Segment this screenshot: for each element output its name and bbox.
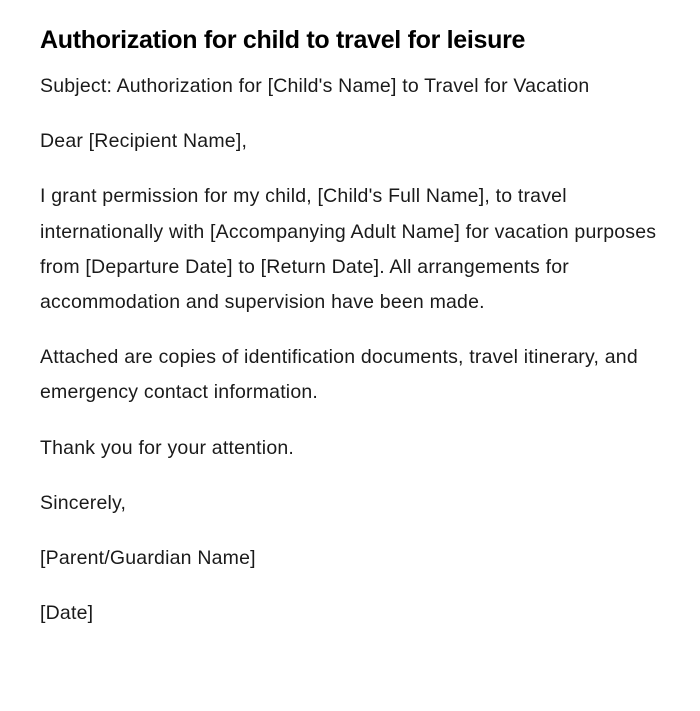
document-title: Authorization for child to travel for leisure — [40, 26, 526, 54]
thanks-line: Thank you for your attention. — [40, 436, 295, 459]
letter-document — [40, 22, 660, 631]
body-paragraph-permission: I grant permission for my child, [Child's Full Name], to travel internationally with [Accompanying Adult Name] for vacation purposes from [Departure Date] to [Return Date]. All arrangements for accommodation and supervision have been made. — [40, 185, 657, 314]
body-paragraph-attachments: Attached are copies of identification documents, travel itinerary, and emergency contact information. — [40, 346, 638, 404]
salutation: Dear [Recipient Name], — [40, 130, 248, 153]
date-line: [Date] — [40, 602, 94, 625]
subject-line: Subject: Authorization for [Child's Name] to Travel for Vacation — [40, 75, 590, 97]
closing: Sincerely, — [40, 491, 127, 514]
signature-name: [Parent/Guardian Name] — [40, 547, 256, 570]
